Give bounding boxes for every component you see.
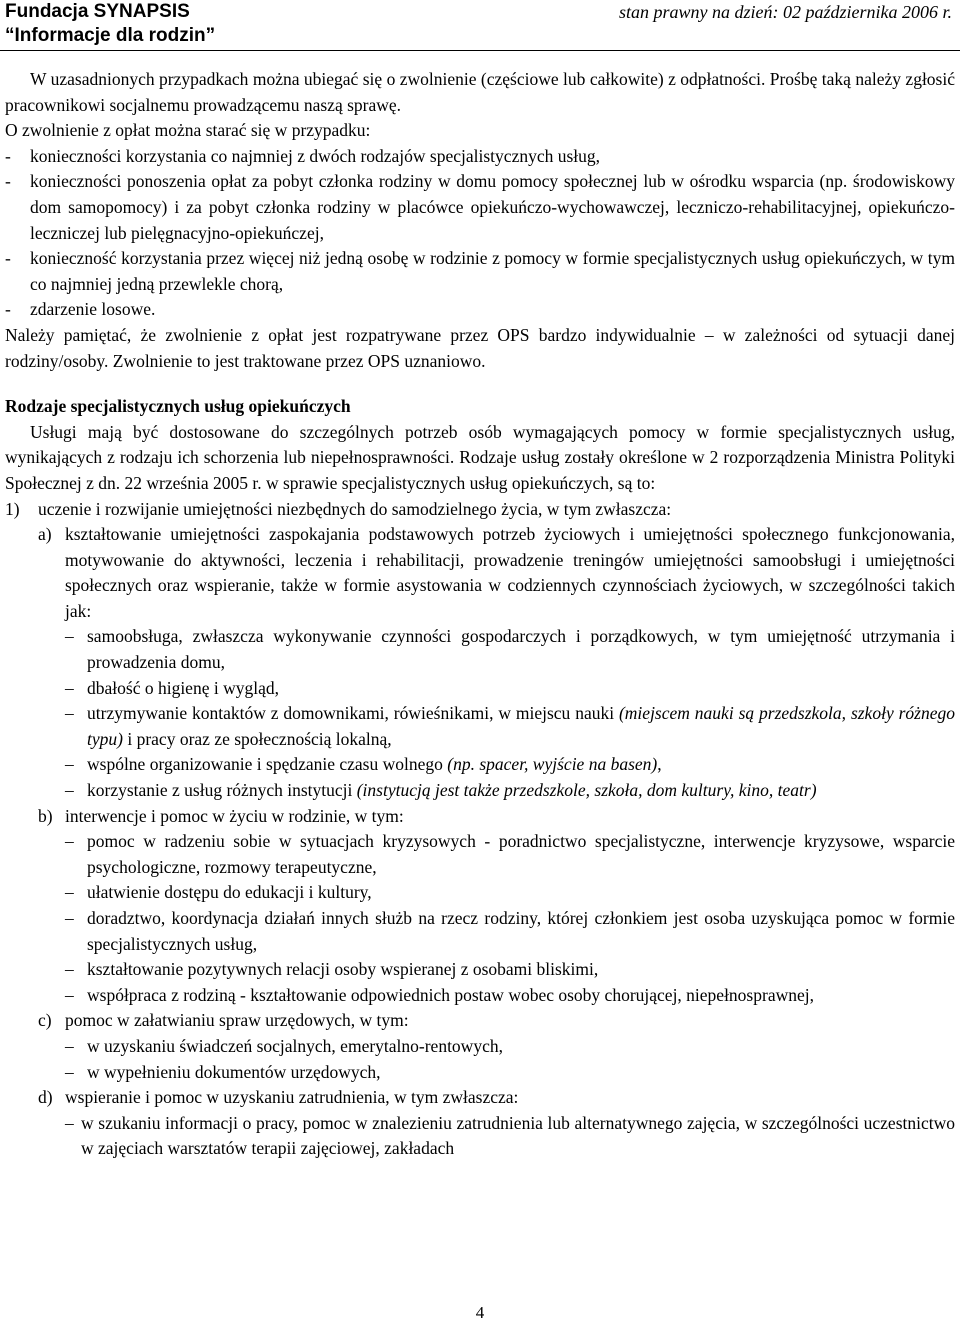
sub-item-italic-note: (np. spacer, wyjście na basen) (447, 754, 658, 775)
dash-marker: – (65, 626, 74, 647)
lettered-item-d (5, 1085, 955, 1111)
numbered-item (5, 497, 955, 523)
sub-item-tail: , (657, 754, 662, 775)
document-body (5, 67, 955, 1162)
list-marker: 1) (5, 498, 20, 519)
dash-marker: – (65, 882, 74, 903)
sub-item-text: dbałość o higienę i wygląd, (87, 677, 279, 698)
sub-item (5, 829, 955, 880)
sub-item-text: w uzyskaniu świadczeń socjalnych, emerytalno-rentowych, (87, 1035, 503, 1056)
sub-item-text: ułatwienie dostępu do edukacji i kultury, (87, 882, 372, 903)
dash-marker: – (65, 1035, 74, 1056)
lettered-item-a (5, 522, 955, 624)
exemption-item (5, 169, 955, 246)
sub-item-text: wspólne organizowanie i spędzanie czasu wolnego (87, 754, 448, 775)
list-text: wspieranie i pomoc w uzyskaniu zatrudnienia, w tym zwłaszcza: (65, 1087, 519, 1108)
dash-marker: – (65, 677, 74, 698)
sub-item-text: utrzymywanie kontaktów z domownikami, rówieśnikami, w miejscu nauki (87, 703, 619, 724)
list-marker: c) (38, 1010, 52, 1031)
lettered-item-c (5, 1008, 955, 1034)
sub-item (5, 957, 955, 983)
list-text: interwencje i pomoc w życiu w rodzinie, w tym: (65, 805, 404, 826)
sub-item (5, 778, 955, 804)
exemption-item (5, 246, 955, 297)
sub-item (5, 1060, 955, 1086)
sub-item (5, 701, 955, 752)
sub-item-text: samoobsługa, zwłaszcza wykonywanie czynności gospodarczych i porządkowych, w tym umiejętność utrzymania i prowadzenia domu, (87, 626, 955, 673)
section-intro: Usługi mają być dostosowane do szczególnych potrzeb osób wymagających pomocy w formie specjalistycznych usług, wynikających z rodzaju ich schorzenia lub niepełnosprawności. Rodzaje usług zostały określone w 2 rozporządzenia Ministra Polityki Społecznej z dn. 22 września 2005 r. w sprawie specjalistycznych usług opiekuńczych, są to: (5, 421, 955, 493)
sub-item-text: kształtowanie pozytywnych relacji osoby wspieranej z osobami bliskimi, (87, 959, 599, 980)
sub-item-tail: i pracy oraz ze społecznością lokalną, (122, 728, 392, 749)
list-text: uczenie i rozwijanie umiejętności niezbędnych do samodzielnego życia, w tym zwłaszcza: (38, 498, 672, 519)
list-text: konieczności ponoszenia opłat za pobyt członka rodziny w domu pomocy społecznej lub w ośrodku wsparcia (np. środowiskowy dom samopomocy) i za pobyt członka rodziny w placówce opiekuńczo-wychowawczej, leczniczo-rehabilitacyjnej, opiekuńczo-leczniczej lub pielęgnacyjno-opiekuńczej, (30, 171, 955, 243)
header-divider (0, 50, 960, 51)
sub-item (5, 1034, 955, 1060)
sub-item-italic-note: (miejscem nauki są przedszkola, szkoły różnego typu) (87, 703, 955, 749)
dash-marker: – (65, 1112, 74, 1133)
legal-status-date: stan prawny na dzień: 02 października 2006 r. (619, 2, 952, 22)
sub-item (5, 880, 955, 906)
list-text: konieczności korzystania co najmniej z dwóch rodzajów specjalistycznych usług, (30, 145, 601, 166)
section-heading: Rodzaje specjalistycznych usług opiekuńczych (5, 396, 351, 417)
dash-marker: – (65, 959, 74, 980)
dash-marker: – (65, 1061, 74, 1082)
list-marker: d) (38, 1087, 53, 1108)
sub-item-text: w wypełnieniu dokumentów urzędowych, (87, 1061, 381, 1082)
intro-paragraph: W uzasadnionych przypadkach można ubiegać się o zwolnienie (częściowe lub całkowite) z odpłatności. Prośbę taką należy zgłosić pracownikowi socjalnemu prowadzącemu naszą sprawę. (5, 69, 955, 115)
dash-marker: – (65, 831, 74, 852)
document-subtitle: “Informacje dla rodzin” (5, 25, 216, 46)
list-marker: a) (38, 524, 52, 545)
page-number: 4 (475, 1303, 485, 1322)
note-paragraph: Należy pamiętać, że zwolnienie z opłat jest rozpatrywane przez OPS bardzo indywidualnie – w zależności od sytuacji danej rodziny/osoby. Zwolnienie to jest traktowane przez OPS uznaniowo. (5, 324, 955, 371)
dash-marker: – (65, 780, 74, 801)
list-text: pomoc w załatwianiu spraw urzędowych, w tym: (65, 1010, 409, 1031)
sub-item (5, 906, 955, 957)
lettered-item-b (5, 804, 955, 830)
sub-item-text: w szukaniu informacji o pracy, pomoc w znalezieniu zatrudnienia lub alternatywnego zajęcia, w szczególności uczestnictwo w zajęciach warsztatów terapii zajęciowej, zakładach (81, 1112, 955, 1159)
list-marker: - (5, 171, 11, 192)
exemption-item (5, 297, 955, 323)
list-text: konieczność korzystania przez więcej niż jedną osobę w rodzinie z pomocy w formie specjalistycznych usług opiekuńczych, w tym co najmniej jedną przewlekle chorą, (30, 248, 955, 294)
dash-marker: – (65, 703, 74, 724)
list-marker: - (5, 299, 11, 320)
sub-item (5, 1111, 955, 1162)
dash-marker: – (65, 754, 74, 775)
sub-item (5, 983, 955, 1009)
dash-marker: – (65, 984, 74, 1005)
sub-item (5, 676, 955, 702)
list-marker: b) (38, 805, 53, 826)
sub-item (5, 624, 955, 675)
list-text: kształtowanie umiejętności zaspokajania podstawowych potrzeb życiowych i umiejętności społecznego funkcjonowania, motywowanie do aktywności, leczenia i rehabilitacji, prowadzenie treningów umiejętności samoobsługi i umiejętności społecznych oraz wspieranie, także w formie asystowania w codziennych czynnościach życiowych, w szczególności takich jak: (65, 524, 955, 621)
organization-name: Fundacja SYNAPSIS (5, 1, 190, 22)
list-text: zdarzenie losowe. (30, 299, 156, 320)
sub-item (5, 752, 955, 778)
exemption-lead: O zwolnienie z opłat można starać się w przypadku: (5, 120, 371, 141)
sub-item-italic-note: (instytucją jest także przedszkole, szkoła, dom kultury, kino, teatr) (356, 780, 817, 801)
dash-marker: – (65, 908, 74, 928)
list-marker: - (5, 248, 11, 269)
exemption-item (5, 144, 955, 170)
sub-item-text: pomoc w radzeniu sobie w sytuacjach kryzysowych - poradnictwo specjalistyczne, interwencje kryzysowe, wsparcie psychologiczne, rozmowy terapeutyczne, (87, 831, 955, 877)
sub-item-text: współpraca z rodziną - kształtowanie odpowiednich postaw wobec osoby chorującej, niepełnosprawnej, (87, 984, 814, 1005)
sub-item-text: korzystanie z usług różnych instytucji (87, 780, 357, 801)
sub-item-text: doradztwo, koordynacja działań innych służb na rzecz rodziny, której członkiem jest osoba uzyskująca pomoc w formie specjalistycznych usług, (87, 908, 955, 954)
list-marker: - (5, 145, 11, 166)
